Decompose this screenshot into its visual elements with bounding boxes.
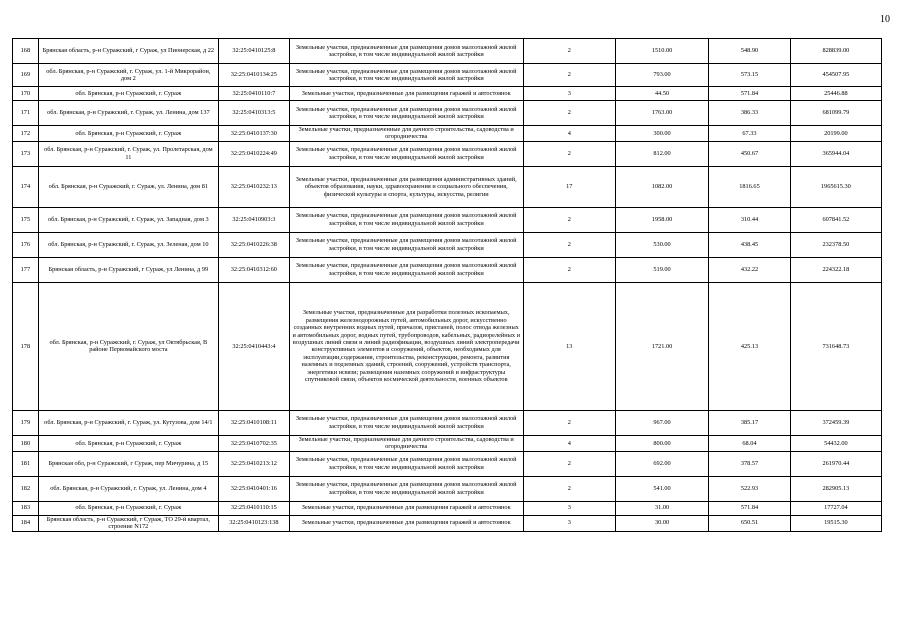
price-cell: 378.57 xyxy=(709,451,791,476)
category-cell: 17 xyxy=(523,166,615,207)
table-row xyxy=(13,451,882,476)
table-row xyxy=(13,64,882,87)
area-cell: 44.50 xyxy=(615,87,708,101)
cadastral-value-cell: 1965615.30 xyxy=(790,166,881,207)
cadastral-number-cell: 32:25:0410108:11 xyxy=(218,410,289,435)
category-cell: 2 xyxy=(523,101,615,126)
area-cell: 1082.00 xyxy=(615,166,708,207)
row-number: 179 xyxy=(13,410,39,435)
land-use-cell: Земельные участки, предназначенные для размещения домов малоэтажной жилой застройки, в том числе индивидуальной жилой застройки xyxy=(289,141,523,166)
area-cell: 30.00 xyxy=(615,515,708,531)
table-row xyxy=(13,141,882,166)
address-cell: обл. Брянская, р-н Суражский, г. Сураж xyxy=(38,126,218,142)
area-cell: 1721.00 xyxy=(615,282,708,410)
price-cell: 310.44 xyxy=(709,207,791,232)
price-cell: 450.67 xyxy=(709,141,791,166)
cadastral-number-cell: 32:25:0410313:5 xyxy=(218,101,289,126)
cadastral-value-cell: 232378.50 xyxy=(790,232,881,257)
row-number: 178 xyxy=(13,282,39,410)
row-number: 170 xyxy=(13,87,39,101)
price-cell: 438.45 xyxy=(709,232,791,257)
price-cell: 548.90 xyxy=(709,39,791,64)
price-cell: 571.84 xyxy=(709,87,791,101)
table-row xyxy=(13,232,882,257)
row-number: 172 xyxy=(13,126,39,142)
table-row xyxy=(13,515,882,531)
category-cell: 2 xyxy=(523,476,615,501)
table-row xyxy=(13,87,882,101)
price-cell: 68.04 xyxy=(709,435,791,451)
cadastral-value-cell: 17727.04 xyxy=(790,501,881,515)
cadastral-value-cell: 282905.13 xyxy=(790,476,881,501)
category-cell: 3 xyxy=(523,87,615,101)
cadastral-value-cell: 25446.88 xyxy=(790,87,881,101)
area-cell: 519.00 xyxy=(615,257,708,282)
land-use-cell: Земельные участки, предназначенные для размещения домов малоэтажной жилой застройки, в том числе индивидуальной жилой застройки xyxy=(289,101,523,126)
cadastral-value-cell: 224322.18 xyxy=(790,257,881,282)
page-number: 10 xyxy=(880,14,890,25)
area-cell: 31.00 xyxy=(615,501,708,515)
cadastral-value-cell: 19515.30 xyxy=(790,515,881,531)
land-use-cell: Земельные участки, предназначенные для разработки полезных ископаемых, размещения железнодорожных путей, автомобильных дорог, искусственно созданных внутренних водных путей, причалов, пристаней, полос отвода железных и автомобильных дорог, водных путей, трубопроводов, кабельных, радиорелейных и воздушных линий связи и линий радиофикации, воздушных линий электропередачи конструктивных элементов и сооружений, объектов, необходимых для эксплуатации,содержания, строительства, реконструкции, ремонта, развития наземных и подземных зданий, строений, сооружений, устройств транспорта, энергетики нсвязи; размещения наземных сооружений и инфраструктуры спутниковой связи, объектов космической деятельности, военных объектов xyxy=(289,282,523,410)
row-number: 176 xyxy=(13,232,39,257)
land-use-cell: Земельные участки, предназначенные для размещения домов малоэтажной жилой застройки, в том числе индивидуальной жилой застройки xyxy=(289,232,523,257)
category-cell: 2 xyxy=(523,64,615,87)
category-cell: 2 xyxy=(523,232,615,257)
land-use-cell: Земельные участки, предназначенные для размещения гаражей и автостоянок xyxy=(289,501,523,515)
row-number: 177 xyxy=(13,257,39,282)
address-cell: Брянская область, р-н Суражский, г Сураж, ул Пионерская, д 22 xyxy=(38,39,218,64)
address-cell: обл. Брянская, р-н Суражский, г. Сураж, ул. Пролетарская, дом 11 xyxy=(38,141,218,166)
cadastral-value-cell: 261970.44 xyxy=(790,451,881,476)
category-cell: 2 xyxy=(523,257,615,282)
row-number: 175 xyxy=(13,207,39,232)
land-use-cell: Земельные участки, предназначенные для размещения домов малоэтажной жилой застройки, в том числе индивидуальной жилой застройки xyxy=(289,207,523,232)
cadastral-number-cell: 32:25:0410110:7 xyxy=(218,87,289,101)
land-use-cell: Земельные участки, предназначенные для размещения домов малоэтажной жилой застройки, в том числе индивидуальной жилой застройки xyxy=(289,64,523,87)
area-cell: 541.00 xyxy=(615,476,708,501)
area-cell: 812.00 xyxy=(615,141,708,166)
price-cell: 573.15 xyxy=(709,64,791,87)
cadastral-number-cell: 32:25:0410226:38 xyxy=(218,232,289,257)
category-cell: 13 xyxy=(523,282,615,410)
address-cell: обл. Брянская, р-н Суражский, г. Сураж, ул. Ленина, дом 4 xyxy=(38,476,218,501)
category-cell: 2 xyxy=(523,451,615,476)
address-cell: обл. Брянская, р-н Суражский, г. Сураж, ул. Кутузова, дом 14/1 xyxy=(38,410,218,435)
cadastral-value-cell: 828839.00 xyxy=(790,39,881,64)
row-number: 183 xyxy=(13,501,39,515)
area-cell: 530.00 xyxy=(615,232,708,257)
price-cell: 432.22 xyxy=(709,257,791,282)
address-cell: обл. Брянская, р-н Суражский, г. Сураж xyxy=(38,501,218,515)
row-number: 182 xyxy=(13,476,39,501)
address-cell: обл. Брянская, р-н Суражский, г. Сураж, ул. Ленина, дом 137 xyxy=(38,101,218,126)
cadastral-value-cell: 54432.00 xyxy=(790,435,881,451)
category-cell: 3 xyxy=(523,501,615,515)
row-number: 180 xyxy=(13,435,39,451)
price-cell: 67.33 xyxy=(709,126,791,142)
address-cell: Брянская область, р-н Суражский, г Сураж, ул Ленина, д 99 xyxy=(38,257,218,282)
cadastral-value-cell: 454507.95 xyxy=(790,64,881,87)
table-row xyxy=(13,282,882,410)
area-cell: 793.00 xyxy=(615,64,708,87)
cadastral-number-cell: 32:25:0410401:16 xyxy=(218,476,289,501)
price-cell: 1816.65 xyxy=(709,166,791,207)
address-cell: обл. Брянская, р-н Суражский, г. Сураж xyxy=(38,87,218,101)
row-number: 181 xyxy=(13,451,39,476)
address-cell: обл. Брянская, р-н Суражский, г. Сураж, ул. Ленина, дом 81 xyxy=(38,166,218,207)
table-row xyxy=(13,257,882,282)
area-cell: 300.00 xyxy=(615,126,708,142)
cadastral-number-cell: 32:25:0410903:3 xyxy=(218,207,289,232)
row-number: 171 xyxy=(13,101,39,126)
category-cell: 4 xyxy=(523,126,615,142)
area-cell: 800.00 xyxy=(615,435,708,451)
cadastral-number-cell: 32:25:0410224:49 xyxy=(218,141,289,166)
cadastral-value-cell: 372459.39 xyxy=(790,410,881,435)
table-row xyxy=(13,476,882,501)
address-cell: Брянская обл, р-н Суражский, г Сураж, пер Мичурина, д 15 xyxy=(38,451,218,476)
address-cell: обл. Брянская, р-н Суражский, г. Сураж, ул. Зеленая, дом 10 xyxy=(38,232,218,257)
category-cell: 3 xyxy=(523,515,615,531)
cadastral-number-cell: 32:25:0410134:25 xyxy=(218,64,289,87)
land-use-cell: Земельные участки, предназначенные для размещения гаражей и автостоянок xyxy=(289,87,523,101)
table-row xyxy=(13,101,882,126)
cadastral-value-cell: 731648.73 xyxy=(790,282,881,410)
address-cell: Брянская область, р-н Суражский, г Сураж, ТО 29-й квартал, строение N172 xyxy=(38,515,218,531)
row-number: 169 xyxy=(13,64,39,87)
cadastral-number-cell: 32:25:0410232:13 xyxy=(218,166,289,207)
price-cell: 650.51 xyxy=(709,515,791,531)
land-use-cell: Земельные участки, предназначенные для размещения домов малоэтажной жилой застройки, в том числе индивидуальной жилой застройки xyxy=(289,451,523,476)
land-register-table xyxy=(12,38,882,532)
category-cell: 2 xyxy=(523,410,615,435)
land-use-cell: Земельные участки, предназначенные для дачного строительства, садоводства и огородничества xyxy=(289,435,523,451)
area-cell: 1958.00 xyxy=(615,207,708,232)
row-number: 173 xyxy=(13,141,39,166)
table-row xyxy=(13,126,882,142)
address-cell: обл. Брянская, р-н Суражский, г. Сураж, ул Октябрьская, В районе Первомайского моста xyxy=(38,282,218,410)
cadastral-value-cell: 681099.79 xyxy=(790,101,881,126)
cadastral-number-cell: 32:25:0410125:8 xyxy=(218,39,289,64)
cadastral-number-cell: 32:25:0410702:35 xyxy=(218,435,289,451)
price-cell: 425.13 xyxy=(709,282,791,410)
price-cell: 386.33 xyxy=(709,101,791,126)
cadastral-number-cell: 32:25:0410213:12 xyxy=(218,451,289,476)
land-use-cell: Земельные участки, предназначенные для размещения гаражей и автостоянок xyxy=(289,515,523,531)
area-cell: 1763.00 xyxy=(615,101,708,126)
area-cell: 967.00 xyxy=(615,410,708,435)
price-cell: 571.84 xyxy=(709,501,791,515)
cadastral-number-cell: 32:25:0410443:4 xyxy=(218,282,289,410)
land-use-cell: Земельные участки, предназначенные для размещения домов малоэтажной жилой застройки, в том числе индивидуальной жилой застройки xyxy=(289,257,523,282)
area-cell: 692.00 xyxy=(615,451,708,476)
address-cell: обл. Брянская, р-н Суражский, г. Сураж xyxy=(38,435,218,451)
cadastral-value-cell: 20199.00 xyxy=(790,126,881,142)
address-cell: обл. Брянская, р-н Суражский, г. Сураж, ул. Западная, дом 3 xyxy=(38,207,218,232)
table-row xyxy=(13,435,882,451)
land-use-cell: Земельные участки, предназначенные для дачного строительства, садоводства и огородничества xyxy=(289,126,523,142)
cadastral-value-cell: 607841.52 xyxy=(790,207,881,232)
row-number: 168 xyxy=(13,39,39,64)
land-use-cell: Земельные участки, предназначенные для размещения домов малоэтажной жилой застройки, в том числе индивидуальной жилой застройки xyxy=(289,410,523,435)
table-body xyxy=(13,39,882,532)
land-use-cell: Земельные участки, предназначенные для размещения домов малоэтажной жилой застройки, в том числе индивидуальной жилой застройки xyxy=(289,476,523,501)
land-use-cell: Земельные участки, предназначенные для размещения административных зданий, объектов образования, науки, здравоохранения и социального обеспечения, физической культуры и спорта, культуры, искусства, религии xyxy=(289,166,523,207)
cadastral-number-cell: 32:25:0410312:60 xyxy=(218,257,289,282)
table-row xyxy=(13,207,882,232)
table-row xyxy=(13,166,882,207)
price-cell: 522.93 xyxy=(709,476,791,501)
cadastral-number-cell: 32:25:0410137:30 xyxy=(218,126,289,142)
table-row xyxy=(13,39,882,64)
table-row xyxy=(13,410,882,435)
cadastral-number-cell: 32:25:0410123:138 xyxy=(218,515,289,531)
address-cell: обл. Брянская, р-н Суражский, г. Сураж, ул. 1-й Микрорайон, дом 2 xyxy=(38,64,218,87)
category-cell: 2 xyxy=(523,141,615,166)
category-cell: 2 xyxy=(523,39,615,64)
row-number: 174 xyxy=(13,166,39,207)
price-cell: 385.17 xyxy=(709,410,791,435)
area-cell: 1510.00 xyxy=(615,39,708,64)
cadastral-number-cell: 32:25:0410110:15 xyxy=(218,501,289,515)
table-row xyxy=(13,501,882,515)
land-use-cell: Земельные участки, предназначенные для размещения домов малоэтажной жилой застройки, в том числе индивидуальной жилой застройки xyxy=(289,39,523,64)
category-cell: 4 xyxy=(523,435,615,451)
category-cell: 2 xyxy=(523,207,615,232)
cadastral-value-cell: 365944.04 xyxy=(790,141,881,166)
row-number: 184 xyxy=(13,515,39,531)
